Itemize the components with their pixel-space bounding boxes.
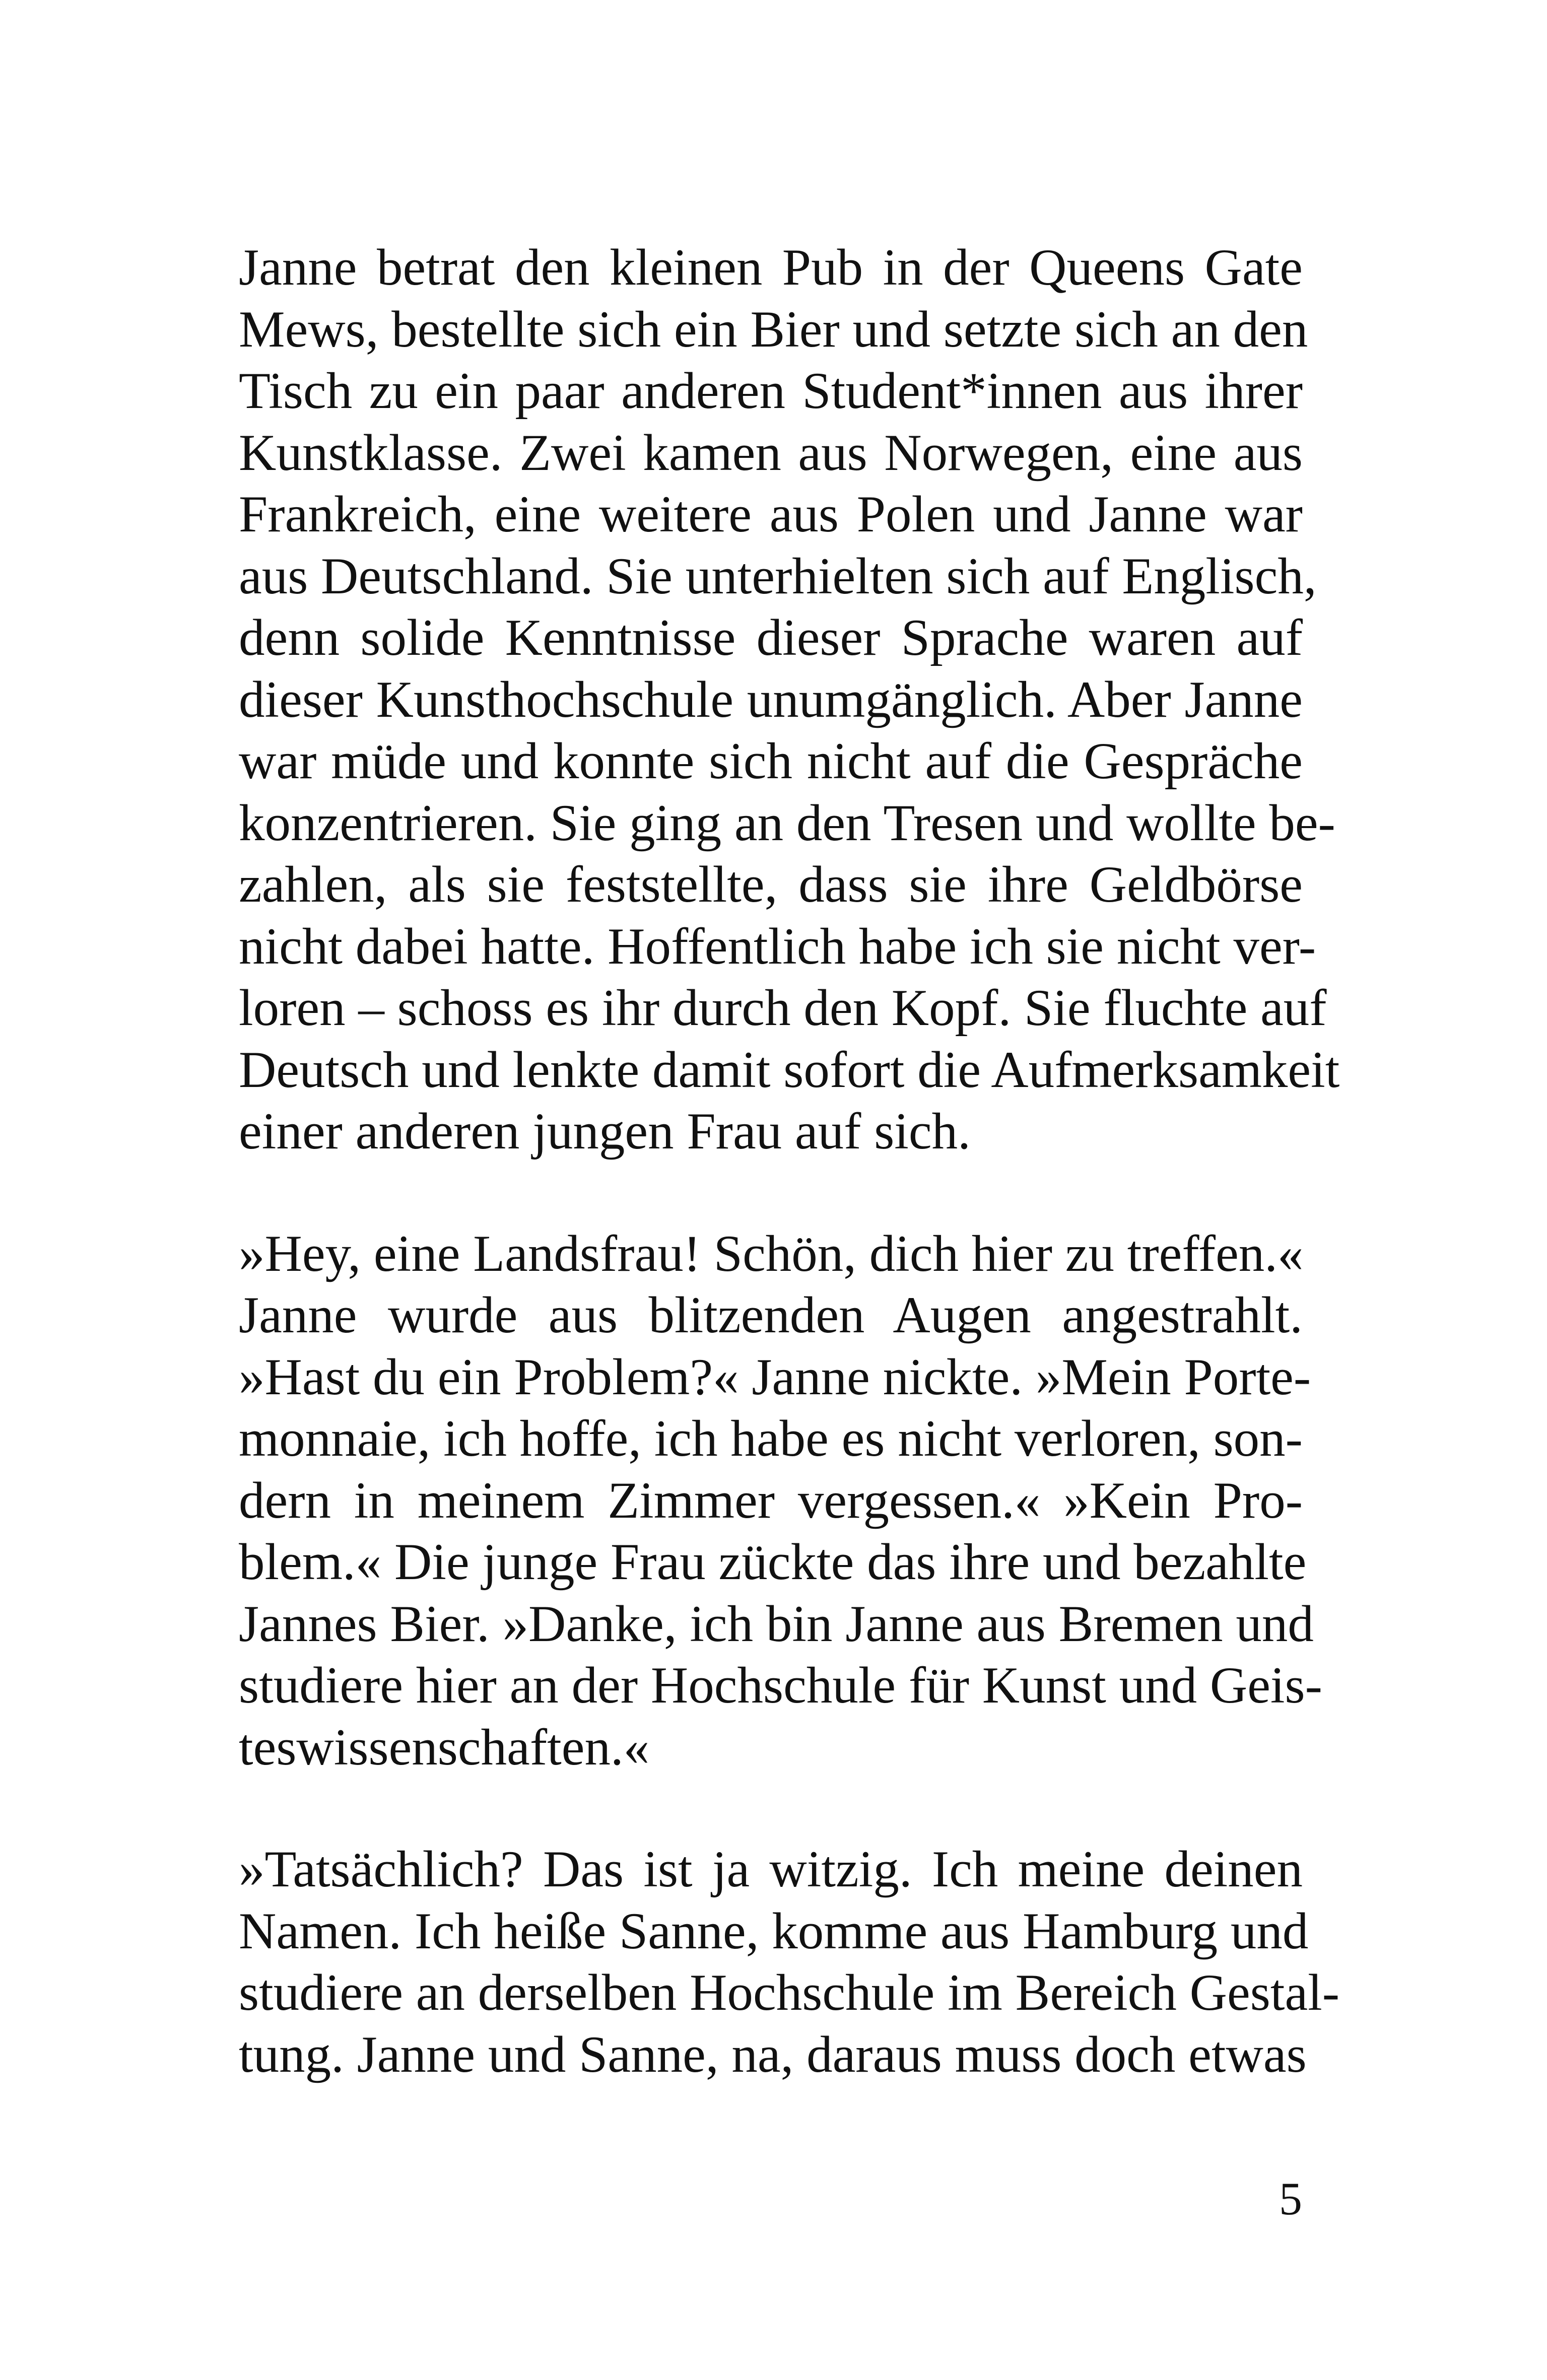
paragraph-3	[239, 1839, 1340, 2085]
text-line: konzentrieren. Sie ging an den Tresen und wollte be-	[239, 794, 1335, 852]
text-line: »Tatsächlich? Das ist ja witzig. Ich meine deinen	[239, 1841, 1303, 1898]
text-line: Namen. Ich heiße Sanne, komme aus Hamburg und	[239, 1902, 1309, 1960]
text-line: war müde und konnte sich nicht auf die Gespräche	[239, 732, 1303, 790]
text-line: teswissenschaften.«	[239, 1718, 650, 1776]
text-line: dern in meinem Zimmer vergessen.« »Kein Pro-	[239, 1471, 1303, 1529]
text-line: einer anderen jungen Frau auf sich.	[239, 1103, 971, 1160]
text-line: tung. Janne und Sanne, na, daraus muss doch etwas	[239, 2025, 1307, 2083]
text-line: zahlen, als sie feststellte, dass sie ihre Geldbörse	[239, 856, 1303, 913]
text-line: Mews, bestellte sich ein Bier und setzte sich an den	[239, 300, 1308, 358]
text-line: »Hast du ein Problem?« Janne nickte. »Mein Porte-	[239, 1348, 1311, 1406]
text-line: Janne betrat den kleinen Pub in der Queens Gate	[239, 239, 1303, 296]
text-line: Tisch zu ein paar anderen Student*innen aus ihrer	[239, 362, 1303, 420]
page-number: 5	[1279, 2173, 1302, 2224]
text-line: Janne wurde aus blitzenden Augen angestrahlt.	[239, 1286, 1303, 1344]
text-line: Deutsch und lenkte damit sofort die Aufmerksamkeit	[239, 1041, 1340, 1099]
text-line: studiere hier an der Hochschule für Kunst und Geis-	[239, 1657, 1322, 1714]
text-line: blem.« Die junge Frau zückte das ihre und bezahlte	[239, 1533, 1307, 1591]
text-line: nicht dabei hatte. Hoffentlich habe ich sie nicht ver-	[239, 917, 1316, 975]
text-line: dieser Kunsthochschule unumgänglich. Aber Janne	[239, 670, 1303, 728]
text-line: aus Deutschland. Sie unterhielten sich auf Englisch,	[239, 547, 1317, 605]
text-line: denn solide Kenntnisse dieser Sprache waren auf	[239, 609, 1303, 666]
text-line: loren – schoss es ihr durch den Kopf. Sie fluchte auf	[239, 979, 1327, 1037]
text-line: »Hey, eine Landsfrau! Schön, dich hier zu treffen.«	[239, 1225, 1304, 1282]
paragraph-2	[239, 1223, 1322, 1779]
body-text	[239, 237, 1340, 2146]
text-line: Kunstklasse. Zwei kamen aus Norwegen, eine aus	[239, 424, 1303, 482]
text-line: monnaie, ich hoffe, ich habe es nicht verloren, son-	[239, 1410, 1303, 1467]
paragraph-1	[239, 237, 1340, 1163]
text-line: Jannes Bier. »Danke, ich bin Janne aus Bremen und	[239, 1595, 1314, 1653]
text-line: Frankreich, eine weitere aus Polen und Janne war	[239, 486, 1303, 543]
text-line: studiere an derselben Hochschule im Bereich Gestal-	[239, 1964, 1340, 2021]
